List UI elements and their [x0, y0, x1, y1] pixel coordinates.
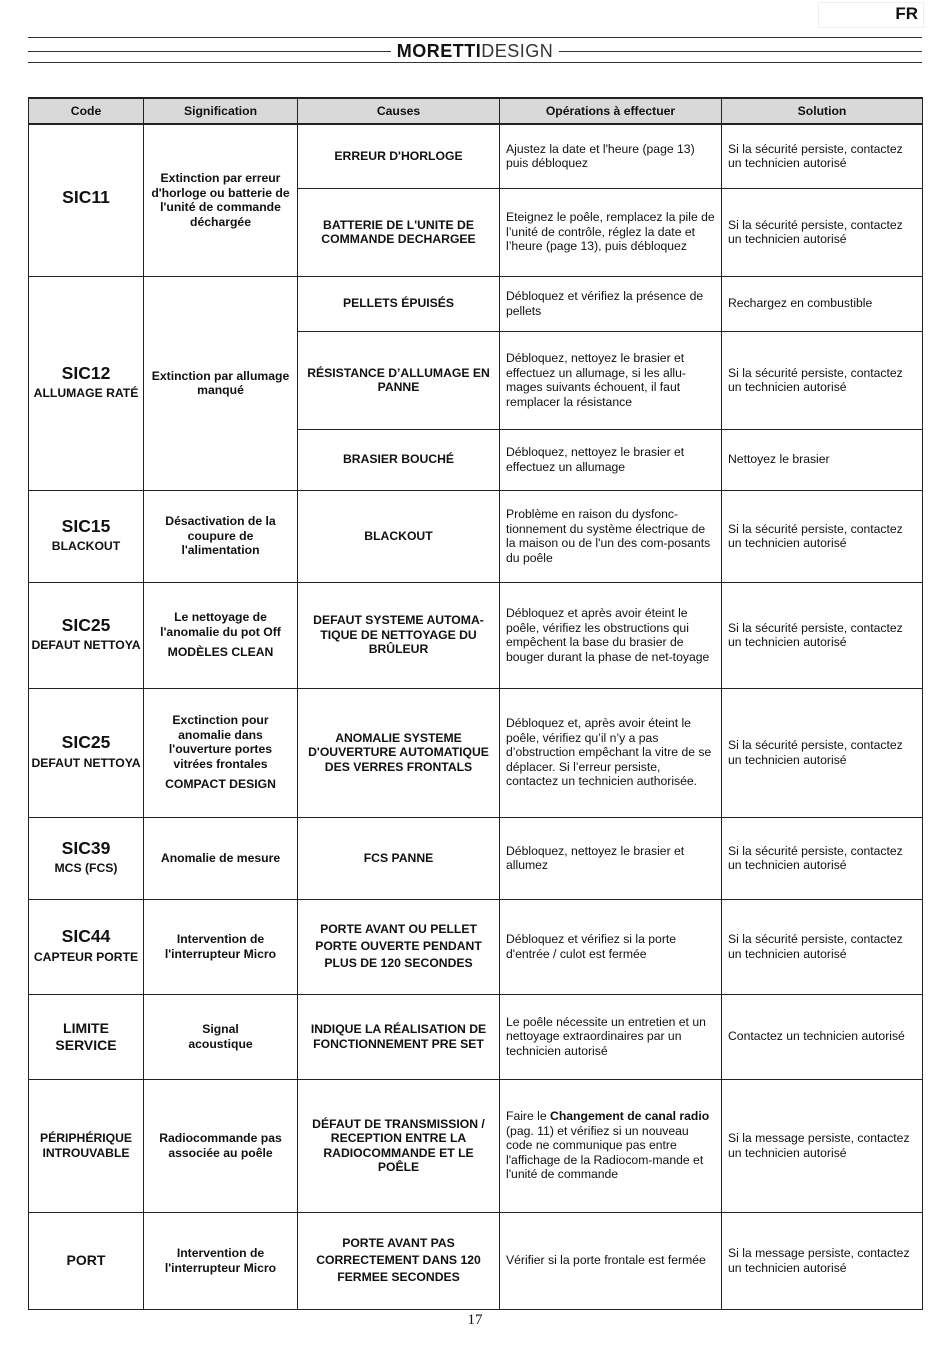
solution-cell: Si la sécurité persiste, contactez un technicien autorisé — [722, 899, 923, 994]
column-header-solution: Solution — [722, 98, 923, 124]
code-cell: LIMITE SERVICE — [29, 994, 144, 1079]
signification-cell: Intervention de l'interrupteur Micro — [144, 1212, 298, 1309]
cause-cell: ERREUR D'HORLOGE — [298, 124, 500, 188]
code-cell: SIC39 MCS (FCS) — [29, 817, 144, 899]
table-row — [29, 1079, 923, 1212]
cause-cell: INDIQUE LA RÉALISATION DE FONCTIONNEMENT PRE SET — [298, 994, 500, 1079]
brand-logo: MORETTIDESIGN — [396, 40, 554, 61]
cause-cell: BRASIER BOUCHÉ — [298, 429, 500, 490]
cause-cell: PORTE AVANT PAS CORRECTEMENT DANS 120 FERMEE SECONDES — [298, 1212, 500, 1309]
signification-cell: Extinction par erreur d'horloge ou batterie de l'unité de commande déchargée — [144, 124, 298, 276]
code-cell: SIC15 BLACKOUT — [29, 490, 144, 582]
header-rule-top — [28, 37, 922, 38]
brand-header — [28, 40, 922, 62]
code-cell: SIC11 — [29, 124, 144, 276]
code-cell: PÉRIPHÉRIQUE INTROUVABLE — [29, 1079, 144, 1212]
language-label: FR — [895, 4, 918, 23]
operation-cell: Faire le Changement de canal radio (pag. 11) et vérifiez si un nouveau code ne communique pas entre l'affichage de la Radiocom-mande et l'unité de commande — [500, 1079, 722, 1212]
table-row — [29, 276, 923, 331]
cause-cell: BLACKOUT — [298, 490, 500, 582]
header-rule-bottom — [28, 62, 922, 63]
logo-line-right — [559, 51, 922, 52]
logo-line-left — [28, 51, 391, 52]
solution-cell: Nettoyez le brasier — [722, 429, 923, 490]
error-codes-table — [28, 97, 923, 1310]
signification-cell: Le nettoyage de l'anomalie du pot Off MODÈLES CLEAN — [144, 582, 298, 688]
table-header-row — [29, 98, 923, 124]
cause-cell: ANOMALIE SYSTEME D'OUVERTURE AUTOMATIQUE DES VERRES FRONTALS — [298, 688, 500, 817]
solution-cell: Si la message persiste, contactez un technicien autorisé — [722, 1079, 923, 1212]
cause-cell: FCS PANNE — [298, 817, 500, 899]
signification-cell: Désactivation de la coupure de l'alimentation — [144, 490, 298, 582]
code-cell: SIC44 CAPTEUR PORTE — [29, 899, 144, 994]
cause-cell: PELLETS ÉPUISÉS — [298, 276, 500, 331]
column-header-operations: Opérations à effectuer — [500, 98, 722, 124]
table-row — [29, 124, 923, 188]
solution-cell: Si la sécurité persiste, contactez un technicien autorisé — [722, 188, 923, 276]
code-cell: PORT — [29, 1212, 144, 1309]
operation-cell: Le poêle nécessite un entretien et un nettoyage extraordinaires par un technicien autorisé — [500, 994, 722, 1079]
solution-cell: Rechargez en combustible — [722, 276, 923, 331]
solution-cell: Si la message persiste, contactez un technicien autorisé — [722, 1212, 923, 1309]
signification-cell: Intervention de l'interrupteur Micro — [144, 899, 298, 994]
code-cell: SIC25 DEFAUT NETTOYA — [29, 582, 144, 688]
table-row — [29, 582, 923, 688]
code-cell: SIC12 ALLUMAGE RATÉ — [29, 276, 144, 490]
table-row — [29, 817, 923, 899]
signification-cell: Signal acoustique — [144, 994, 298, 1079]
operation-cell: Ajustez la date et l'heure (page 13) puis débloquez — [500, 124, 722, 188]
solution-cell: Si la sécurité persiste, contactez un technicien autorisé — [722, 688, 923, 817]
solution-cell: Si la sécurité persiste, contactez un technicien autorisé — [722, 331, 923, 429]
signification-cell: Extinction par allumage manqué — [144, 276, 298, 490]
column-header-code: Code — [29, 98, 144, 124]
solution-cell: Si la sécurité persiste, contactez un technicien autorisé — [722, 124, 923, 188]
page-number: 17 — [467, 1312, 483, 1328]
cause-cell: DÉFAUT DE TRANSMISSION / RECEPTION ENTRE LA RADIOCOMMANDE ET LE POÊLE — [298, 1079, 500, 1212]
solution-cell: Contactez un technicien autorisé — [722, 994, 923, 1079]
operation-cell: Débloquez, nettoyez le brasier et allumez — [500, 817, 722, 899]
operation-cell: Débloquez et vérifiez la présence de pellets — [500, 276, 722, 331]
operation-cell: Débloquez et, après avoir éteint le poêle, vérifiez qu’il n’y a pas d’obstruction empêchant la vitre de se déplacer. Si l’erreur persiste, contactez un technicien authorisée. — [500, 688, 722, 817]
column-header-causes: Causes — [298, 98, 500, 124]
table-row — [29, 688, 923, 817]
table-row — [29, 1212, 923, 1309]
cause-cell: RÉSISTANCE D’ALLUMAGE EN PANNE — [298, 331, 500, 429]
cause-cell: DEFAUT SYSTEME AUTOMA-TIQUE DE NETTOYAGE DU BRÛLEUR — [298, 582, 500, 688]
operation-cell: Problème en raison du dysfonc-tionnement du système électrique de la maison ou de l'un des com-posants du poêle — [500, 490, 722, 582]
operation-cell: Eteignez le poêle, remplacez la pile de l’unité de contrôle, réglez la date et l’heure (page 13), puis débloquez — [500, 188, 722, 276]
operation-cell: Débloquez, nettoyez le brasier et effectuez un allumage, si les allu-mages suivants échouent, il faut remplacer la résistance — [500, 331, 722, 429]
solution-cell: Si la sécurité persiste, contactez un technicien autorisé — [722, 817, 923, 899]
code-cell: SIC25 DEFAUT NETTOYA — [29, 688, 144, 817]
solution-cell: Si la sécurité persiste, contactez un technicien autorisé — [722, 582, 923, 688]
column-header-signification: Signification — [144, 98, 298, 124]
table-row — [29, 994, 923, 1079]
signification-cell: Exctinction pour anomalie dans l'ouverture portes vitrées frontales COMPACT DESIGN — [144, 688, 298, 817]
table-row — [29, 490, 923, 582]
table-row — [29, 899, 923, 994]
signification-cell: Anomalie de mesure — [144, 817, 298, 899]
cause-cell: PORTE AVANT OU PELLET PORTE OUVERTE PENDANT PLUS DE 120 SECONDES — [298, 899, 500, 994]
operation-cell: Vérifier si la porte frontale est fermée — [500, 1212, 722, 1309]
operation-cell: Débloquez et vérifiez si la porte d'entrée / culot est fermée — [500, 899, 722, 994]
solution-cell: Si la sécurité persiste, contactez un technicien autorisé — [722, 490, 923, 582]
operation-cell: Débloquez et après avoir éteint le poêle, vérifiez les obstructions qui empêchent la base du brasier de bouger durant la phase de net-toyage — [500, 582, 722, 688]
cause-cell: BATTERIE DE L'UNITE DE COMMANDE DECHARGEE — [298, 188, 500, 276]
signification-cell: Radiocommande pas associée au poêle — [144, 1079, 298, 1212]
operation-cell: Débloquez, nettoyez le brasier et effectuez un allumage — [500, 429, 722, 490]
